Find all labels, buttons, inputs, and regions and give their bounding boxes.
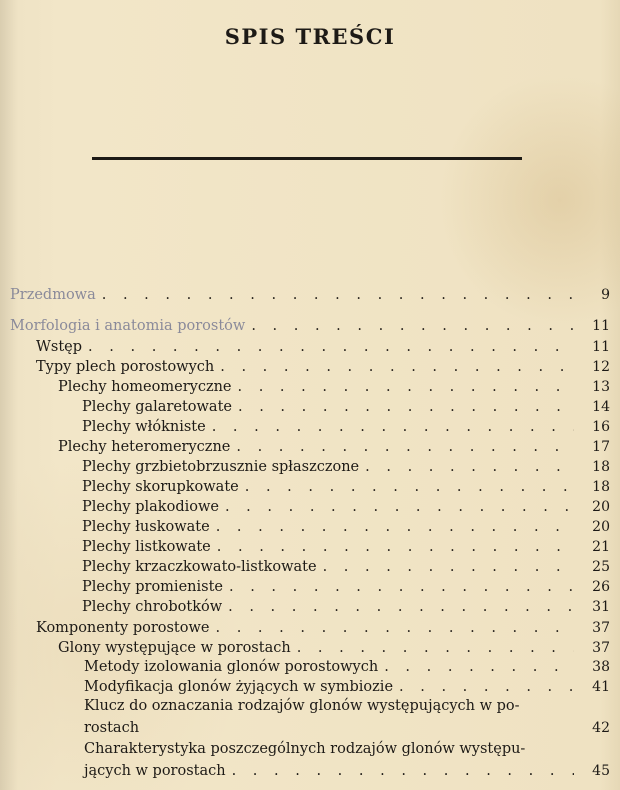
toc-entry-label: Plechy homeomeryczne xyxy=(58,379,232,395)
leader-dots xyxy=(245,477,574,497)
toc-entry-label: Plechy skorupkowate xyxy=(82,479,239,495)
toc-entry xyxy=(82,497,610,517)
toc-entry-page: 18 xyxy=(592,459,610,475)
toc-entry-page: 26 xyxy=(592,579,610,595)
toc-entry xyxy=(58,377,610,397)
leader-dots xyxy=(225,497,574,517)
leader-dots xyxy=(251,316,574,336)
toc-entry xyxy=(82,537,610,557)
toc-entry-label-continued: rostach xyxy=(84,720,140,736)
toc-entry-label: Plechy heteromeryczne xyxy=(58,439,231,455)
toc-entry-label: Plechy chrobotków xyxy=(82,599,223,615)
toc-entry-label: Metody izolowania glonów porostowych xyxy=(84,659,379,675)
toc-entry xyxy=(82,417,610,437)
leader-dots xyxy=(297,638,574,658)
leader-dots xyxy=(323,557,574,577)
toc-entry xyxy=(84,677,610,697)
toc-entry-label: Plechy grzbietobrzusznie spłaszczone xyxy=(82,459,360,475)
toc-entry xyxy=(82,597,610,617)
toc-entry xyxy=(10,285,610,305)
toc-entry-page: 13 xyxy=(592,379,610,395)
toc-entry-page: 20 xyxy=(592,519,610,535)
toc-entry-page: 16 xyxy=(592,419,610,435)
toc-entry xyxy=(82,557,610,577)
toc-entry-page: 18 xyxy=(592,479,610,495)
toc-entry-label: Morfologia i anatomia porostów xyxy=(10,318,246,334)
toc-entry-label: Modyfikacja glonów żyjących w symbiozie xyxy=(84,679,394,695)
toc-entry-page: 41 xyxy=(592,679,610,695)
toc-entry-multiline xyxy=(84,695,610,739)
toc-entry-page: 42 xyxy=(592,720,610,736)
toc-entry-label: Plechy łuskowate xyxy=(82,519,210,535)
toc-entry xyxy=(82,577,610,597)
leader-dots xyxy=(238,397,574,417)
toc-entry xyxy=(82,477,610,497)
toc-entry-page: 31 xyxy=(592,599,610,615)
leader-dots xyxy=(212,417,574,437)
leader-dots xyxy=(215,618,574,638)
toc-entry-label: Klucz do oznaczania rodzajów glonów występujących w po- xyxy=(84,698,520,714)
toc-entry-label: Komponenty porostowe xyxy=(36,620,210,636)
leader-dots xyxy=(220,357,574,377)
leader-dots xyxy=(232,760,574,782)
toc-entry-page: 38 xyxy=(592,659,610,675)
toc-entry-page: 20 xyxy=(592,499,610,515)
toc-entry-page: 17 xyxy=(592,439,610,455)
toc-entry-page: 14 xyxy=(592,399,610,415)
leader-dots xyxy=(102,285,574,305)
toc-entry-label: Typy plech porostowych xyxy=(36,359,215,375)
leader-dots xyxy=(399,677,574,697)
toc-entry xyxy=(36,357,610,377)
toc-entry-page: 37 xyxy=(592,620,610,636)
toc-entry xyxy=(36,337,610,357)
toc-entry xyxy=(58,638,610,658)
toc-entry-page: 11 xyxy=(592,339,610,355)
toc-entry xyxy=(82,457,610,477)
toc-entry xyxy=(10,316,610,336)
toc-entry-label: Wstęp xyxy=(36,339,83,355)
toc-entry-multiline xyxy=(84,738,610,782)
toc-entry-page: 37 xyxy=(592,640,610,656)
leader-dots xyxy=(229,577,574,597)
toc-entry-page: 9 xyxy=(601,287,610,303)
leader-dots xyxy=(238,377,575,397)
toc-entry-label: Plechy włókniste xyxy=(82,419,206,435)
leader-dots xyxy=(228,597,574,617)
toc-entry-page: 11 xyxy=(592,318,610,334)
toc-entry-label: Plechy galaretowate xyxy=(82,399,232,415)
page-title: SPIS TREŚCI xyxy=(224,24,396,49)
leader-dots xyxy=(216,517,574,537)
toc-entry-page: 25 xyxy=(592,559,610,575)
toc-entry-label: Plechy promieniste xyxy=(82,579,223,595)
leader-dots xyxy=(88,337,574,357)
toc-entry xyxy=(82,517,610,537)
toc-entry xyxy=(84,657,610,677)
toc-entry-page: 21 xyxy=(592,539,610,555)
toc-entry-label-continued: jących w porostach xyxy=(84,763,226,779)
leader-dots xyxy=(236,437,574,457)
toc-entry-label: Plechy krzaczkowato-listkowate xyxy=(82,559,317,575)
toc-entry xyxy=(36,618,610,638)
toc-entry-label: Przedmowa xyxy=(10,287,96,303)
toc-entry-page: 12 xyxy=(592,359,610,375)
toc-entry-label: Plechy plakodiowe xyxy=(82,499,219,515)
toc-entry xyxy=(58,437,610,457)
leader-dots xyxy=(384,657,574,677)
toc-entry-label: Charakterystyka poszczególnych rodzajów glonów występu- xyxy=(84,741,526,757)
leader-dots xyxy=(217,537,574,557)
leader-dots xyxy=(365,457,574,477)
toc-entry-page: 45 xyxy=(592,763,610,779)
toc-entry xyxy=(82,397,610,417)
toc-entry-label: Plechy listkowate xyxy=(82,539,211,555)
toc-entry-label: Glony występujące w porostach xyxy=(58,640,291,656)
